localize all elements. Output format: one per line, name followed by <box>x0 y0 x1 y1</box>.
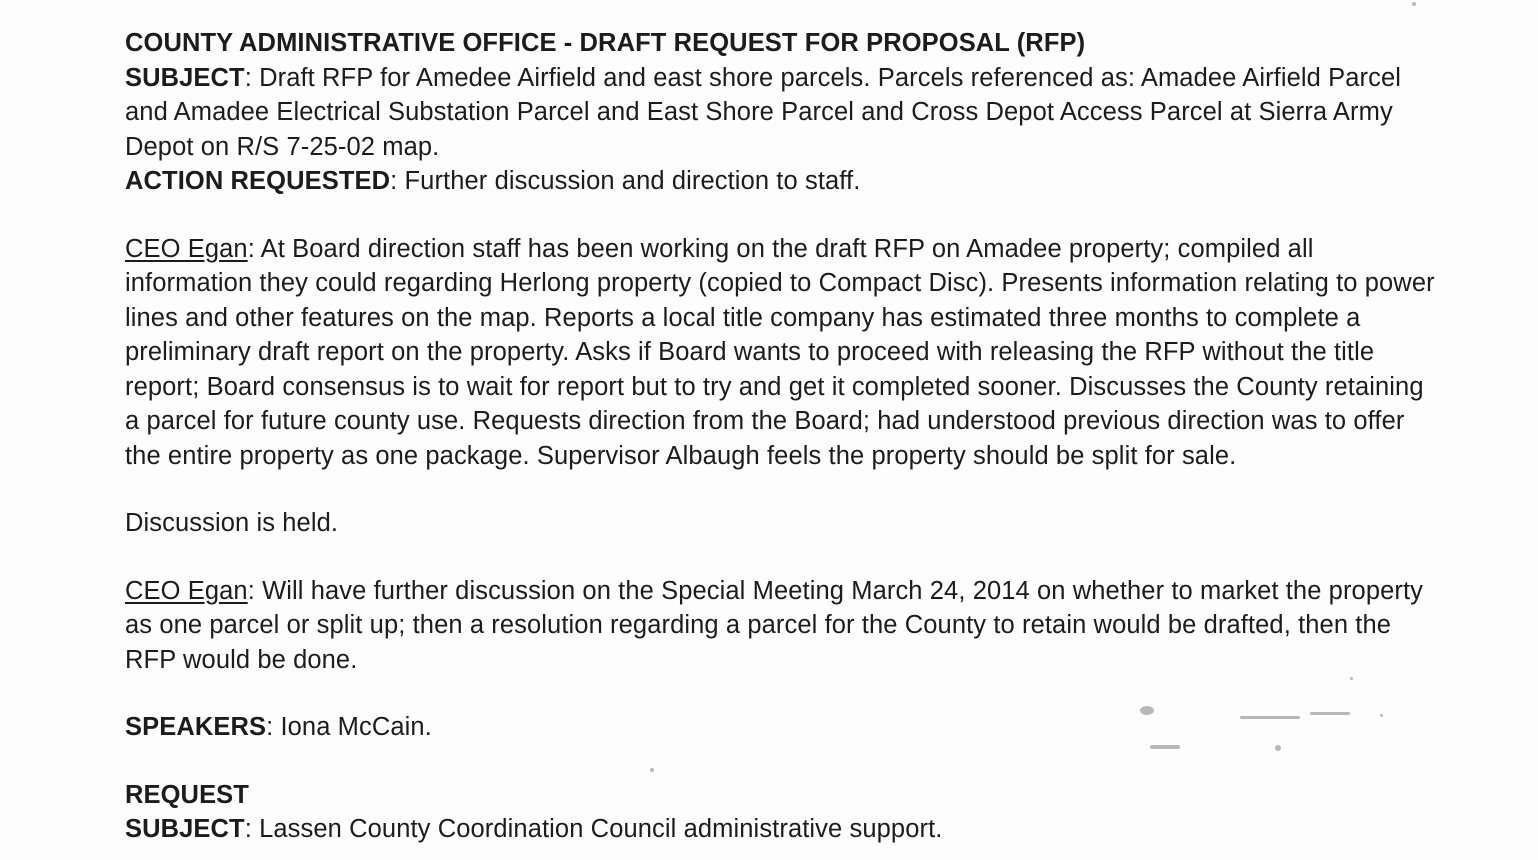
section-header-request: REQUEST <box>125 780 249 809</box>
action-requested-paragraph <box>125 164 1445 199</box>
ceo-egan-paragraph-2 <box>125 574 1445 678</box>
subject-label: SUBJECT <box>125 63 245 92</box>
action-requested-label: ACTION REQUESTED <box>125 167 391 195</box>
scan-speck <box>1412 2 1416 6</box>
scan-speck <box>1350 677 1353 680</box>
paragraph-text: : Will have further discussion on the Special Meeting March 24, 2014 on whether to market the property as one parcel or split up; then a resolution regarding a parcel for the County to retain would be drafted, then the RFP would be done. <box>125 576 1424 674</box>
action-requested-text: : Further discussion and direction to staff. <box>390 167 861 195</box>
scan-speck <box>650 768 654 772</box>
speakers-text: : Iona McCain. <box>266 713 432 741</box>
subject-paragraph <box>125 61 1445 165</box>
scan-speck <box>1275 745 1281 751</box>
scan-speck <box>1140 706 1154 715</box>
subject-label: SUBJECT <box>125 815 245 843</box>
scan-speck <box>1150 745 1180 749</box>
discussion-line: Discussion is held. <box>125 509 339 537</box>
scan-speck <box>1380 714 1383 717</box>
speaker-name: CEO Egan <box>125 576 248 605</box>
subject-text: : Draft RFP for Amedee Airfield and east shore parcels. Parcels referenced as: Amadee Airfield Parcel and Amadee Electrical Substation Parcel and East Shore Parcel and Cross Depot Access Parcel at Sierra Army Depot on R/S 7-25-02 map. <box>125 63 1402 161</box>
request-subject-paragraph <box>125 812 1445 847</box>
document-page <box>125 26 1445 847</box>
scan-speck <box>1240 716 1300 719</box>
scan-speck <box>1310 712 1350 715</box>
paragraph-text: : At Board direction staff has been working on the draft RFP on Amadee property; compiled all information they could regarding Herlong property (copied to Compact Disc). Presents information relating to power lines and other features on the map. Reports a local title company has estimated three months to complete a preliminary draft report on the property. Asks if Board wants to proceed with releasing the RFP without the title report; Board consensus is to wait for report but to try and get it completed sooner. Discusses the County retaining a parcel for future county use. Requests direction from the Board; had understood previous direction was to offer the entire property as one package. Supervisor Albaugh feels the property should be split for sale. <box>125 234 1435 470</box>
section-header-rfp: COUNTY ADMINISTRATIVE OFFICE - DRAFT REQUEST FOR PROPOSAL (RFP) <box>125 29 1086 57</box>
ceo-egan-paragraph-1 <box>125 232 1445 474</box>
speaker-name: CEO Egan <box>125 234 248 263</box>
subject-text: : Lassen County Coordination Council administrative support. <box>244 815 943 843</box>
speakers-label: SPEAKERS <box>125 713 267 741</box>
